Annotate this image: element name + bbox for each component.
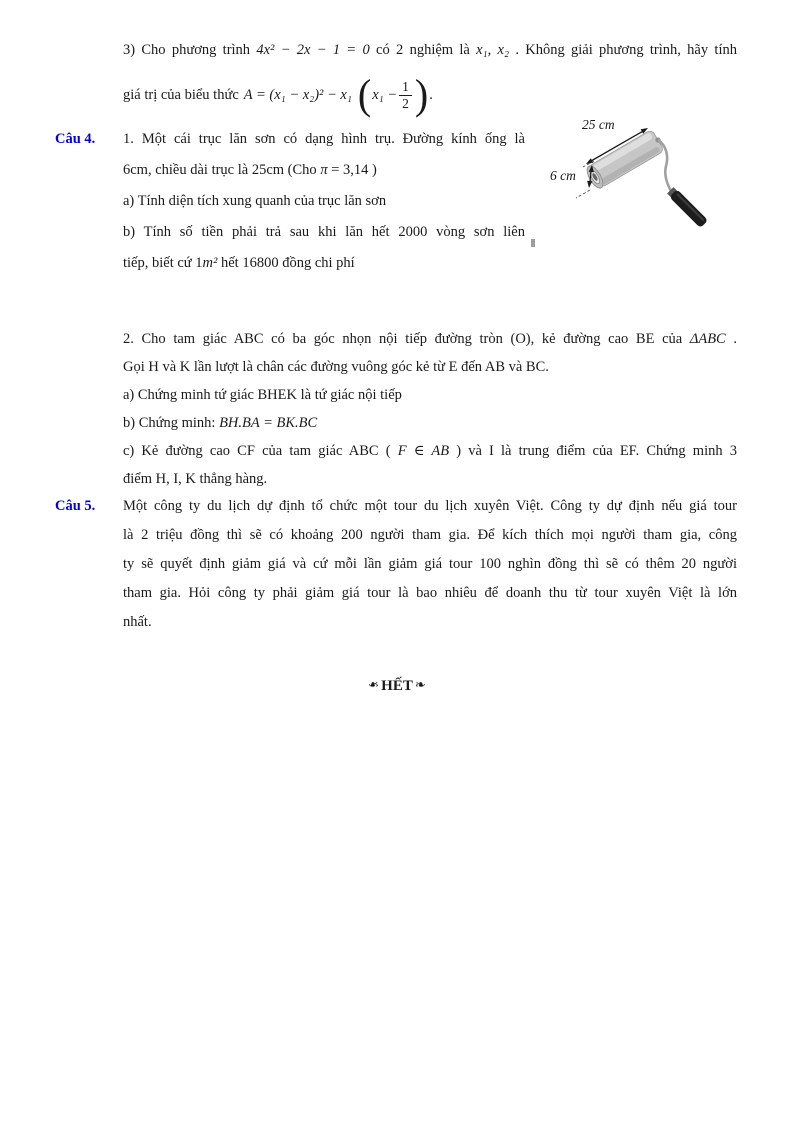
text-run: tham gia. Hỏi công ty phải giảm giá tour là bao nhiêu để doanh thu từ tour xuyên Việt là lớn — [123, 585, 737, 601]
diameter-label: 6 cm — [550, 168, 576, 183]
math-run: ΔABC — [689, 331, 726, 347]
text-line — [123, 217, 525, 248]
paint-roller-figure — [536, 104, 760, 256]
text-run: điểm H, I, K thẳng hàng. — [123, 471, 268, 487]
text-run: Một công ty du lịch dự định tổ chức một tour du lịch xuyên Việt. Công ty dự định nếu giá tour — [123, 498, 737, 514]
end-marker — [0, 674, 794, 698]
text-run: a) Tính diện tích xung quanh của trục lăn sơn — [123, 193, 387, 209]
text-line — [123, 437, 737, 465]
math-run: x₁, x₂ — [476, 42, 510, 58]
text-run: b) Chứng minh: — [123, 415, 220, 431]
question4-part2-paragraph — [123, 325, 737, 493]
text-line — [123, 248, 525, 279]
question5-paragraph — [123, 492, 737, 637]
fraction-numerator: 1 — [399, 79, 412, 96]
formula-period: . — [429, 86, 433, 103]
floral-decor-left-icon: ❧ — [368, 678, 380, 693]
text-line — [123, 492, 737, 521]
text-run: 2. Cho tam giác ABC có ba góc nhọn nội tiếp đường tròn (O), kẻ đường cao BE của — [123, 331, 690, 347]
text-run: ty sẽ quyết định giảm giá và cứ mỗi lần giảm giá tour 100 nghìn đồng thì sẽ có thêm 20 người — [123, 556, 737, 572]
text-run: 3) Cho phương trình — [123, 42, 257, 58]
text-line — [123, 186, 525, 217]
text-line — [123, 124, 525, 155]
text-line — [123, 381, 737, 409]
floral-decor-right-icon: ❧ — [414, 678, 426, 693]
math-run: BH.BA = BK.BC — [219, 415, 318, 431]
text-run: c) Kẻ đường cao CF của tam giác ABC ( — [123, 443, 398, 459]
question3-paragraph — [123, 38, 737, 62]
stray-print-mark — [531, 239, 535, 247]
text-run: 6cm, chiều dài trục là 25cm (Cho — [123, 162, 321, 178]
text-run: là 2 triệu đồng thì sẽ có khoảng 200 người tham gia. Để kích thích mọi người tham gia, công — [123, 527, 737, 543]
big-close-paren: ) — [414, 70, 429, 119]
fraction-denominator: 2 — [402, 95, 409, 111]
text-run: . Không giải phương trình, hãy tính — [509, 42, 737, 58]
text-line — [123, 521, 737, 550]
text-run: = 3,14 ) — [327, 162, 377, 178]
text-run: . — [725, 331, 737, 347]
text-line — [123, 465, 737, 493]
text-line — [123, 608, 737, 637]
formula-lead-text: giá trị của biểu thức — [123, 86, 239, 103]
formula-inner-expression: x₁ − — [372, 86, 398, 103]
question4-label: Câu 4. — [55, 131, 96, 147]
text-run: b) Tính số tiền phải trả sau khi lăn hết 2000 vòng sơn liên — [123, 224, 525, 240]
text-line — [123, 550, 737, 579]
math-run: π — [320, 162, 328, 178]
roller-cylinder — [584, 129, 664, 190]
math-run: 4x² − 2x − 1 = 0 — [256, 42, 370, 58]
text-line — [123, 579, 737, 608]
text-line — [123, 155, 525, 186]
text-run: hết 16800 đồng chi phí — [217, 255, 355, 271]
text-run: 1. Một cái trục lăn sơn có dạng hình trụ. Đường kính ống là — [123, 131, 525, 147]
text-line — [123, 353, 737, 381]
text-run: ) và I là trung điểm của EF. Chứng minh 3 — [449, 443, 737, 459]
end-marker-text: HẾT — [381, 678, 413, 694]
text-run: có 2 nghiệm là — [369, 42, 477, 58]
text-run: nhất. — [123, 614, 152, 630]
formula-expression-head: A = (x₁ − x₂)² − x₁ — [243, 86, 352, 103]
math-run: F ∈ AB — [397, 443, 450, 459]
question4-paragraph — [123, 124, 525, 279]
text-run: tiếp, biết cứ 1 — [123, 255, 203, 271]
math-run: m² — [202, 255, 218, 271]
fraction-one-half — [399, 79, 412, 111]
length-label: 25 cm — [582, 117, 615, 132]
big-open-paren: ( — [357, 70, 372, 119]
roller-handle — [655, 137, 708, 228]
text-line — [123, 38, 737, 62]
text-line — [123, 409, 737, 437]
text-run: a) Chứng minh tứ giác BHEK là tứ giác nội tiếp — [123, 387, 402, 403]
question5-label: Câu 5. — [55, 498, 96, 514]
text-line — [123, 325, 737, 353]
text-run: Gọi H và K lần lượt là chân các đường vuông góc kẻ từ E đến AB và BC. — [123, 359, 549, 375]
